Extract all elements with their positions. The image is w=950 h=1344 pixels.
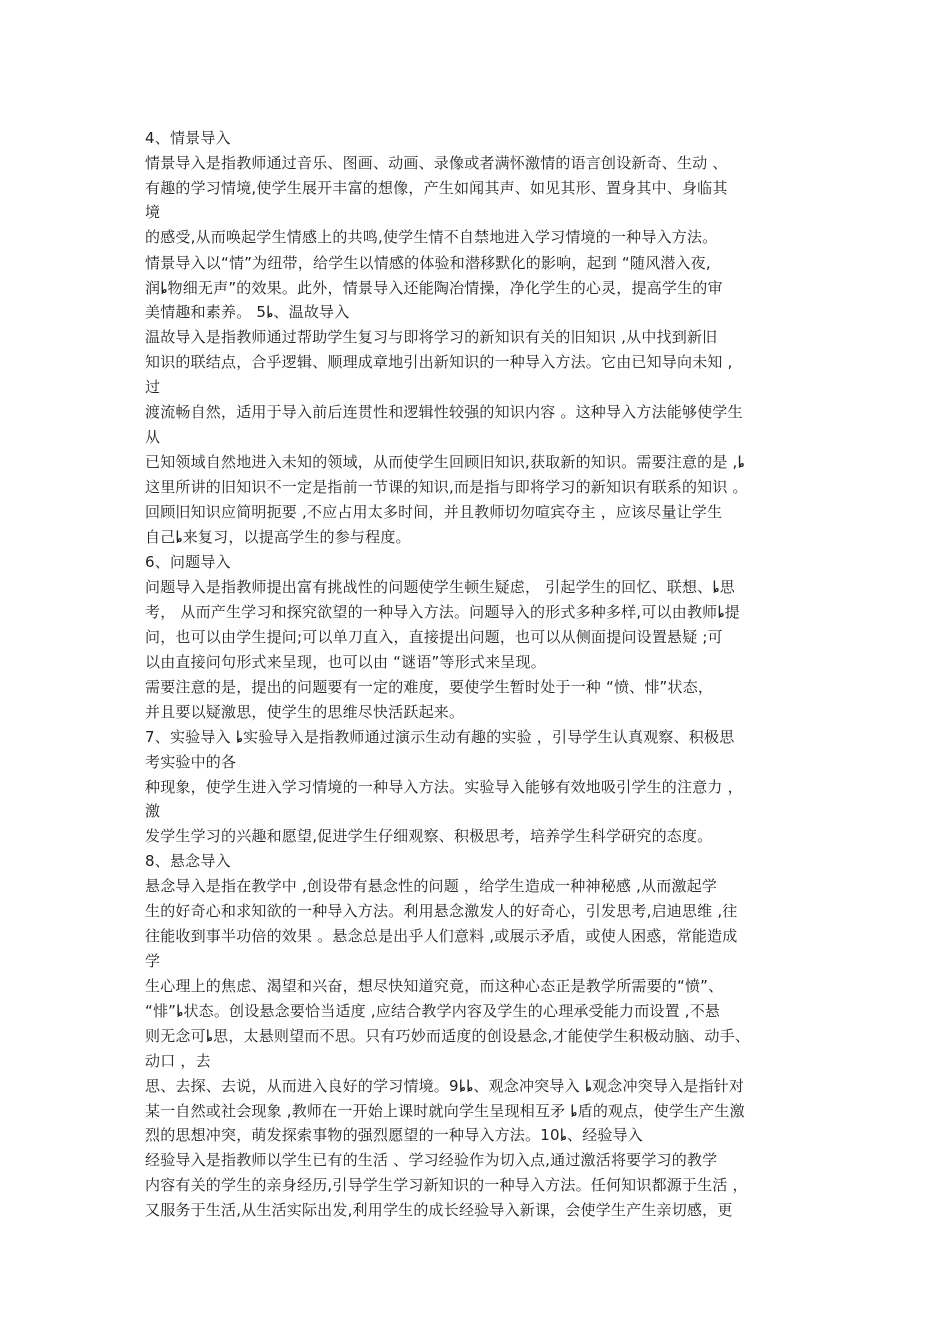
text-line: 这里所讲的旧知识不一定是指前一节课的知识,而是指与即将学习的新知识有联系的知识 。: [145, 478, 748, 496]
section-heading-4: 4、情景导入: [145, 129, 231, 147]
text-line: 内容有关的学生的亲身经历,引导学生学习新知识的一种导入方法。任何知识都源于生活 ，: [145, 1176, 748, 1194]
text-line: 的感受,从而唤起学生情感上的共鸣,使学生情不自禁地进入学习情境的一种导入方法。: [145, 228, 718, 246]
section-heading-6: 6、问题导入: [145, 553, 231, 571]
section-heading-8: 8、悬念导入: [145, 852, 231, 870]
text-line: 以由直接问句形式来呈现，也可以由 “谜语”等形式来呈现。: [145, 653, 546, 671]
text-line: 经验导入是指教师以学生已有的生活 、学习经验作为切入点,通过激活将要学习的教学: [145, 1151, 718, 1169]
text-line: 激: [145, 802, 161, 820]
text-line: 又服务于生活,从生活实际出发,利用学生的成长经验导入新课，会使学生产生亲切感，更: [145, 1201, 733, 1219]
text-line: 情景导入以“情”为纽带，给学生以情感的体验和潜移默化的影响，起到 “随风潜入夜,: [145, 254, 711, 272]
text-line: “悱”ȴ状态。创设悬念要恰当适度 ,应结合教学内容及学生的心理承受能力而设置 ,不悬: [145, 1002, 721, 1020]
text-line: 生的好奇心和求知欲的一种导入方法。利用悬念激发人的好奇心，引发思考,启迪思维 ,往: [145, 902, 738, 920]
text-line: 已知领域自然地进入未知的领域，从而使学生回顾旧知识,获取新的知识。需要注意的是 ,ȴ: [145, 453, 745, 471]
text-line: 问，也可以由学生提问;可以单刀直入，直接提出问题，也可以从侧面提问设置悬疑 ;可: [145, 628, 723, 646]
text-line: 学: [145, 952, 161, 970]
text-line: 种现象，使学生进入学习情境的一种导入方法。实验导入能够有效地吸引学生的注意力 ，: [145, 778, 743, 796]
text-line: 从: [145, 428, 161, 446]
text-line: 温故导入是指教师通过帮助学生复习与即将学习的新知识有关的旧知识 ,从中找到新旧: [145, 328, 718, 346]
text-line: 需要注意的是，提出的问题要有一定的难度，要使学生暂时处于一种 “愤、悱”状态，: [145, 678, 714, 696]
text-line: 情景导入是指教师通过音乐、图画、动画、录像或者满怀激情的语言创设新奇、生动 、: [145, 154, 728, 172]
text-line: 动口 ，去: [145, 1052, 211, 1070]
text-line: 润ȴ物细无声”的效果。此外，情景导入还能陶冶情操，净化学生的心灵，提高学生的审: [145, 279, 723, 297]
text-line: 思、去探、去说，从而进入良好的学习情境。9ȴȴ、观念冲突导入 ȴ观念冲突导入是指针对: [145, 1077, 745, 1095]
text-line: 则无念可ȴ思，太悬则望而不思。只有巧妙而适度的创设悬念,才能使学生积极动脑、动手、: [145, 1027, 751, 1045]
text-line: 某一自然或社会现象 ,教师在一开始上课时就向学生呈现相互矛 ȴ盾的观点，使学生产生激: [145, 1102, 745, 1120]
text-line: 有趣的学习情境,使学生展开丰富的想像，产生如闻其声、如见其形、置身其中、身临其: [145, 179, 728, 197]
text-line: 考， 从而产生学习和探究欲望的一种导入方法。问题导入的形式多种多样,可以由教师ȴ提: [145, 603, 740, 621]
text-line: 烈的思想冲突，萌发探索事物的强烈愿望的一种导入方法。10ȴ、经验导入: [145, 1126, 644, 1144]
text-line: 过: [145, 378, 161, 396]
text-line: 往能收到事半功倍的效果 。悬念总是出乎人们意料 ,或展示矛盾，或使人困惑，常能造成: [145, 927, 738, 945]
text-line: 知识的联结点，合乎逻辑、顺理成章地引出新知识的一种导入方法。它由已知导向未知 ,: [145, 353, 733, 371]
text-line: 回顾旧知识应简明扼要 ,不应占用太多时间，并且教师切勿喧宾夺主 ，应该尽量让学生: [145, 503, 723, 521]
text-line: 悬念导入是指在教学中 ,创设带有悬念性的问题 ，给学生造成一种神秘感 ,从而激起学: [145, 877, 718, 895]
text-line: 并且要以疑激思，使学生的思维尽快活跃起来。: [145, 703, 465, 721]
text-line: 自己ȴ来复习，以提高学生的参与程度。: [145, 528, 411, 546]
text-line: 境: [145, 203, 161, 221]
section-heading-7: 7、实验导入 ȴ实验导入是指教师通过演示生动有趣的实验 ，引导学生认真观察、积极思: [145, 728, 735, 746]
text-line: 发学生学习的兴趣和愿望,促进学生仔细观察、积极思考，培养学生科学研究的态度。: [145, 827, 713, 845]
text-line: 问题导入是指教师提出富有挑战性的问题使学生顿生疑虑， 引起学生的回忆、联想、ȴ思: [145, 578, 735, 596]
text-line: 渡流畅自然，适用于导入前后连贯性和逻辑性较强的知识内容 。这种导入方法能够使学生: [145, 403, 743, 421]
text-line: 生心理上的焦虑、渴望和兴奋，想尽快知道究竟，而这种心态正是教学所需要的“愤”、: [145, 977, 724, 995]
text-line: 考实验中的各: [145, 753, 237, 771]
text-line: 美情趣和素养。 5ȴ、温故导入: [145, 303, 350, 321]
